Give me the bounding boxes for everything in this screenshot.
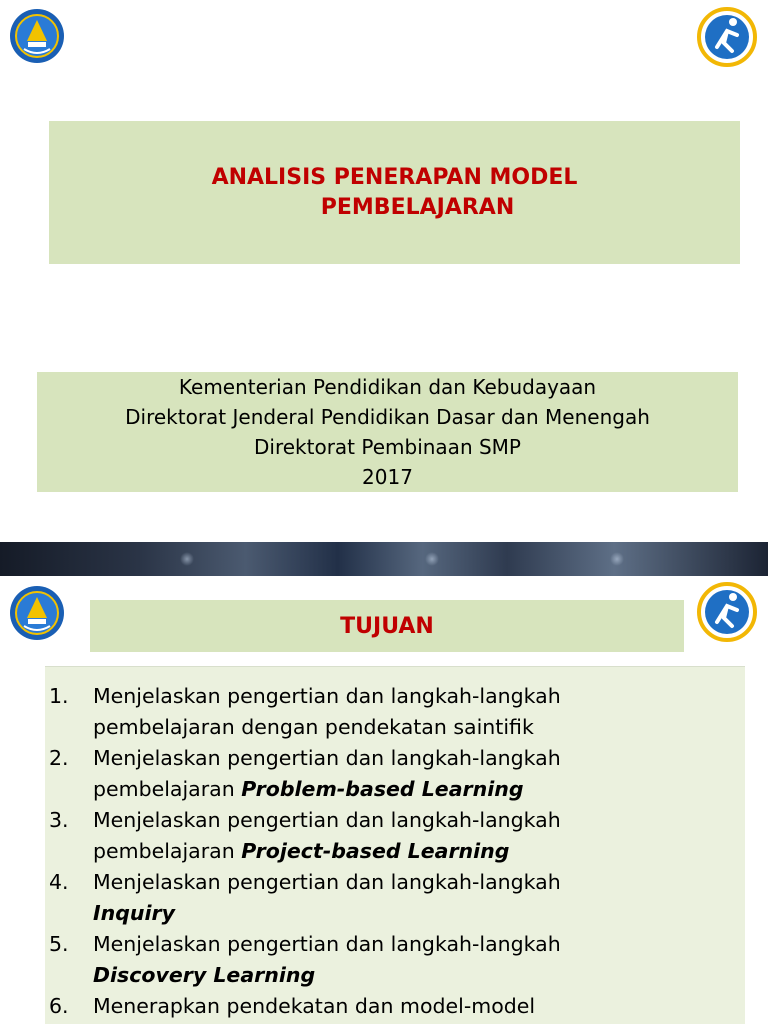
objectives-heading: TUJUAN [340, 613, 434, 639]
objectives-list-box [45, 666, 745, 1024]
slide-divider [0, 542, 768, 576]
item-text [93, 743, 745, 805]
item-line-2: pembelajaran [93, 839, 242, 863]
list-item [45, 929, 745, 991]
item-text [93, 991, 745, 1022]
title-line-2: PEMBELAJARAN [320, 194, 515, 220]
item-line-1: Menjelaskan pengertian dan langkah-langkah [93, 746, 561, 770]
kurikulum-2013-logo-icon [697, 582, 757, 642]
item-line-1: Menerapkan pendekatan dan model-model [93, 994, 536, 1018]
list-item [45, 743, 745, 805]
item-text [93, 805, 745, 867]
list-item [45, 991, 745, 1022]
org-year: 2017 [362, 465, 413, 489]
item-number: 3. [49, 808, 69, 832]
item-line-1: Menjelaskan pengertian dan langkah-langkah [93, 808, 561, 832]
objectives-list [45, 667, 745, 1022]
item-number: 5. [49, 932, 69, 956]
item-emphasis: Inquiry [93, 901, 175, 925]
item-emphasis: Project-based Learning [241, 839, 510, 863]
item-text [93, 929, 745, 991]
title-line-1: ANALISIS PENERAPAN MODEL [211, 164, 578, 190]
item-line-2: pembelajaran dengan pendekatan saintifik [93, 715, 534, 739]
item-line-1: Menjelaskan pengertian dan langkah-langkah [93, 870, 561, 894]
item-line-1: Menjelaskan pengertian dan langkah-langkah [93, 932, 561, 956]
org-line: Direktorat Pembinaan SMP [253, 435, 521, 459]
item-number: 1. [49, 684, 69, 708]
list-item [45, 867, 745, 929]
item-emphasis: Problem-based Learning [241, 777, 524, 801]
item-number: 4. [49, 870, 69, 894]
item-emphasis: Discovery Learning [93, 963, 316, 987]
organization-box [37, 372, 738, 492]
item-line-2: pembelajaran [93, 777, 242, 801]
objectives-heading-box [90, 600, 684, 652]
item-text [93, 867, 745, 929]
org-line: Direktorat Jenderal Pendidikan Dasar dan Menengah [125, 405, 650, 429]
list-item [45, 805, 745, 867]
item-text [93, 681, 745, 743]
item-number: 6. [49, 994, 69, 1018]
tut-wuri-handayani-logo-icon [8, 584, 66, 642]
org-line: Kementerian Pendidikan dan Kebudayaan [178, 375, 597, 399]
list-item [45, 681, 745, 743]
tut-wuri-handayani-logo-icon [8, 7, 66, 65]
title-box [49, 121, 740, 264]
kurikulum-2013-logo-icon [697, 7, 757, 67]
item-number: 2. [49, 746, 69, 770]
slide-objectives [0, 576, 768, 1024]
item-line-1: Menjelaskan pengertian dan langkah-langkah [93, 684, 561, 708]
